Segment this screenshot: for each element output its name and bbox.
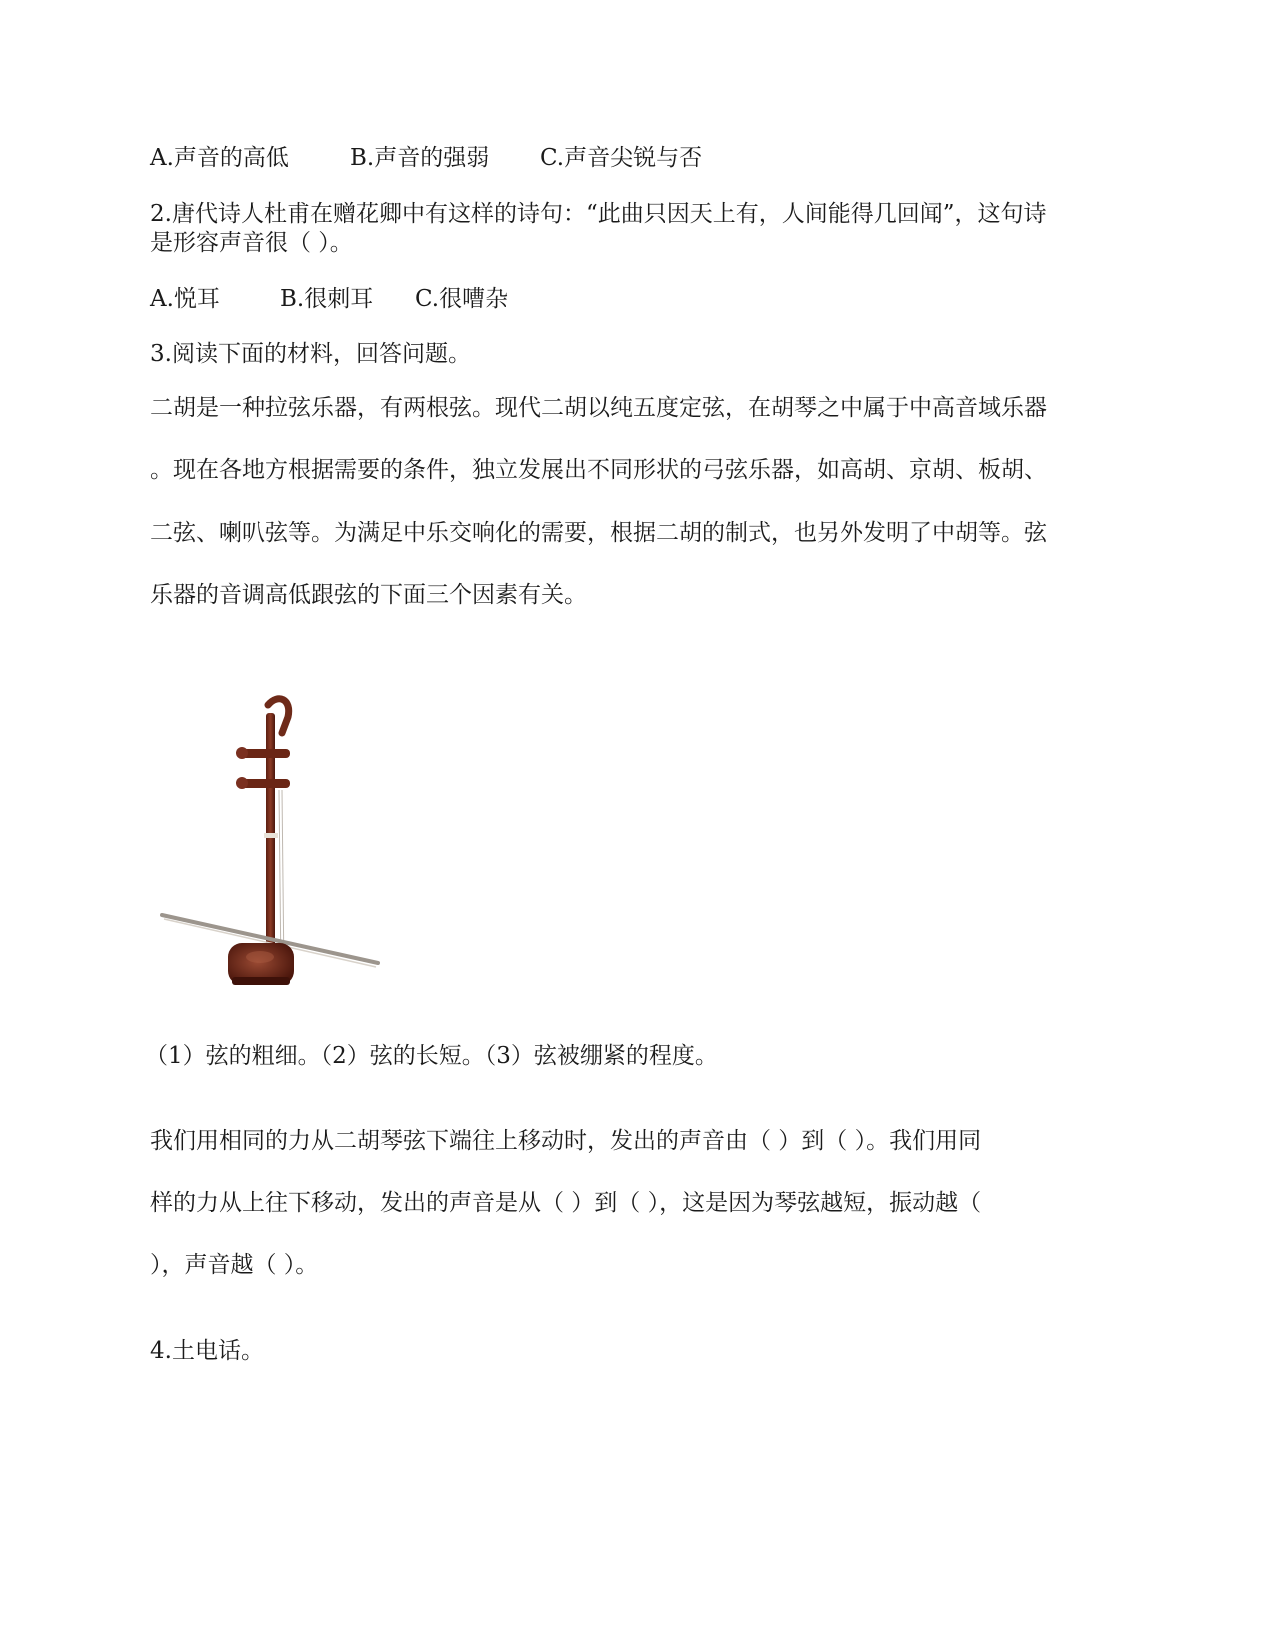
q4-stem: 4.土电话。	[150, 1338, 264, 1364]
q3-passage-line2: 。现在各地方根据需要的条件，独立发展出不同形状的弓弦乐器，如高胡、京胡、板胡、	[150, 457, 1047, 483]
q3-factors: （1）弦的粗细。（2）弦的长短。（3）弦被绷紧的程度。	[145, 1043, 718, 1069]
q1-option-b: B.声音的强弱	[350, 145, 490, 171]
q3-passage-line1: 二胡是一种拉弦乐器，有两根弦。现代二胡以纯五度定弦，在胡琴之中属于中高音域乐器	[150, 395, 1047, 421]
q1-options	[150, 143, 702, 173]
q2-stem-line1: 2.唐代诗人杜甫在赠花卿中有这样的诗句：“此曲只因天上有，人间能得几回闻”，这句诗	[150, 201, 1047, 227]
q2-option-b: B.很刺耳	[280, 286, 374, 312]
q2-option-c: C.很嘈杂	[415, 286, 509, 312]
q3-stem: 3.阅读下面的材料，回答问题。	[150, 341, 471, 367]
q2-stem-line2: 是形容声音很（ ）。	[150, 230, 353, 256]
q3-passage-line3: 二弦、喇叭弦等。为满足中乐交响化的需要，根据二胡的制式，也另外发明了中胡等。弦	[150, 520, 1047, 546]
q3-passage-line4: 乐器的音调高低跟弦的下面三个因素有关。	[150, 582, 587, 608]
erhu-image	[160, 695, 400, 1045]
q3-question-line2: 样的力从上往下移动，发出的声音是从（ ）到（ ），这是因为琴弦越短，振动越（	[150, 1190, 982, 1216]
q3-question-line1: 我们用相同的力从二胡琴弦下端往上移动时，发出的声音由（ ）到（ ）。我们用同	[150, 1128, 982, 1154]
q2-options	[150, 284, 508, 314]
q1-option-a: A.声音的高低	[150, 145, 289, 171]
q3-question-line3: ），声音越（ ）。	[150, 1252, 319, 1278]
q2-option-a: A.悦耳	[150, 286, 220, 312]
q1-option-c: C.声音尖锐与否	[540, 145, 703, 171]
